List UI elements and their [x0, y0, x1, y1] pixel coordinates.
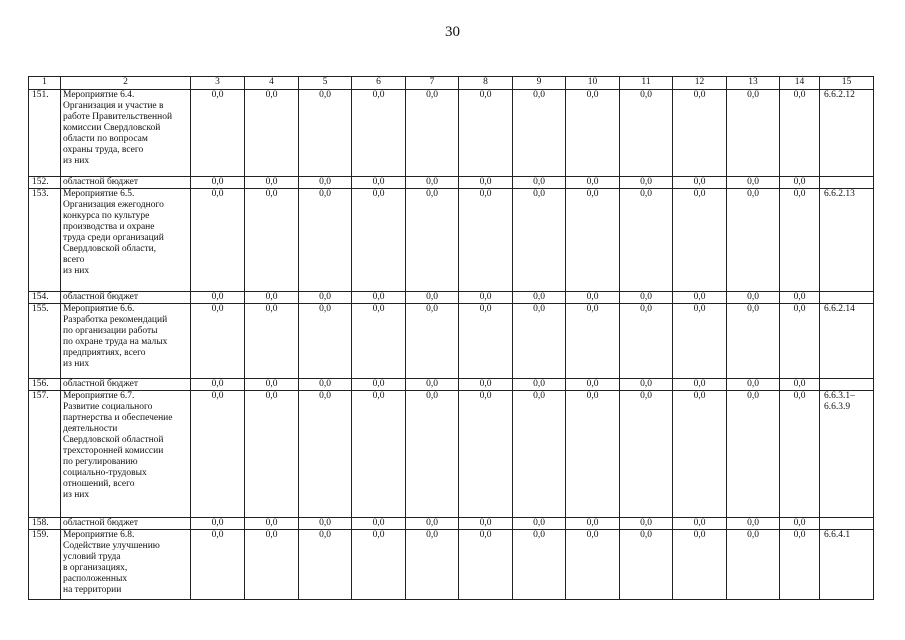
- value-cell: 0,0: [191, 90, 245, 177]
- value-cell: 0,0: [780, 518, 820, 530]
- value-cell: 0,0: [780, 177, 820, 189]
- value-cell: 0,0: [780, 292, 820, 304]
- value-cell: 0,0: [780, 530, 820, 600]
- row-description: Мероприятие 6.7. Развитие социального партнерства и обеспечение деятельности Свердловской областной трехсторонней комиссии по регулированию социально-трудовых отношений, всего из них: [61, 391, 191, 518]
- value-cell: 0,0: [513, 518, 566, 530]
- value-cell: 0,0: [245, 379, 299, 391]
- value-cell: 0,0: [673, 518, 727, 530]
- column-number-row: [29, 77, 874, 90]
- column-number: 10: [566, 77, 620, 90]
- column-number: 5: [299, 77, 352, 90]
- row-code: 6.6.2.13: [820, 189, 874, 292]
- value-cell: 0,0: [673, 177, 727, 189]
- value-cell: 0,0: [299, 391, 352, 518]
- value-cell: 0,0: [566, 189, 620, 292]
- column-number: 9: [513, 77, 566, 90]
- column-number: 14: [780, 77, 820, 90]
- value-cell: 0,0: [513, 304, 566, 379]
- value-cell: 0,0: [727, 391, 780, 518]
- row-number: 154.: [29, 292, 61, 304]
- value-cell: 0,0: [459, 379, 513, 391]
- row-number: 151.: [29, 90, 61, 177]
- value-cell: 0,0: [459, 292, 513, 304]
- column-number: 6: [352, 77, 406, 90]
- value-cell: 0,0: [727, 90, 780, 177]
- row-code: [820, 177, 874, 189]
- value-cell: 0,0: [780, 90, 820, 177]
- value-cell: 0,0: [352, 391, 406, 518]
- value-cell: 0,0: [191, 518, 245, 530]
- row-number: 159.: [29, 530, 61, 600]
- value-cell: 0,0: [406, 177, 459, 189]
- value-cell: 0,0: [406, 391, 459, 518]
- value-cell: 0,0: [673, 391, 727, 518]
- value-cell: 0,0: [673, 530, 727, 600]
- value-cell: 0,0: [245, 530, 299, 600]
- column-number: 13: [727, 77, 780, 90]
- value-cell: 0,0: [406, 90, 459, 177]
- value-cell: 0,0: [727, 189, 780, 292]
- row-description: Мероприятие 6.6. Разработка рекомендаций по организации работы по охране труда на малых предприятиях, всего из них: [61, 304, 191, 379]
- row-description: Мероприятие 6.8. Содействие улучшению условий труда в организациях, расположенных на территории: [61, 530, 191, 600]
- row-number: 158.: [29, 518, 61, 530]
- value-cell: 0,0: [299, 177, 352, 189]
- row-description: областной бюджет: [61, 379, 191, 391]
- value-cell: 0,0: [245, 90, 299, 177]
- table-row: [29, 189, 874, 292]
- value-cell: 0,0: [299, 292, 352, 304]
- row-number: 157.: [29, 391, 61, 518]
- value-cell: 0,0: [620, 304, 673, 379]
- value-cell: 0,0: [299, 189, 352, 292]
- value-cell: 0,0: [620, 530, 673, 600]
- value-cell: 0,0: [191, 177, 245, 189]
- value-cell: 0,0: [566, 518, 620, 530]
- table-row: [29, 391, 874, 518]
- table-row: [29, 379, 874, 391]
- value-cell: 0,0: [459, 530, 513, 600]
- row-code: 6.6.2.12: [820, 90, 874, 177]
- value-cell: 0,0: [513, 530, 566, 600]
- value-cell: 0,0: [727, 530, 780, 600]
- value-cell: 0,0: [245, 518, 299, 530]
- value-cell: 0,0: [352, 379, 406, 391]
- row-code: [820, 292, 874, 304]
- value-cell: 0,0: [299, 90, 352, 177]
- column-number: 1: [29, 77, 61, 90]
- table-row: [29, 177, 874, 189]
- value-cell: 0,0: [459, 391, 513, 518]
- value-cell: 0,0: [513, 90, 566, 177]
- column-number: 15: [820, 77, 874, 90]
- value-cell: 0,0: [459, 177, 513, 189]
- value-cell: 0,0: [352, 304, 406, 379]
- value-cell: 0,0: [620, 90, 673, 177]
- value-cell: 0,0: [352, 189, 406, 292]
- value-cell: 0,0: [191, 391, 245, 518]
- row-code: 6.6.3.1– 6.6.3.9: [820, 391, 874, 518]
- value-cell: 0,0: [566, 391, 620, 518]
- value-cell: 0,0: [620, 379, 673, 391]
- value-cell: 0,0: [245, 292, 299, 304]
- value-cell: 0,0: [406, 379, 459, 391]
- value-cell: 0,0: [620, 292, 673, 304]
- value-cell: 0,0: [459, 189, 513, 292]
- table-row: [29, 518, 874, 530]
- value-cell: 0,0: [191, 189, 245, 292]
- value-cell: 0,0: [620, 518, 673, 530]
- value-cell: 0,0: [299, 518, 352, 530]
- budget-table: [28, 76, 874, 600]
- value-cell: 0,0: [566, 90, 620, 177]
- table-row: [29, 304, 874, 379]
- value-cell: 0,0: [673, 379, 727, 391]
- column-number: 12: [673, 77, 727, 90]
- value-cell: 0,0: [191, 379, 245, 391]
- row-code: 6.6.4.1: [820, 530, 874, 600]
- value-cell: 0,0: [352, 177, 406, 189]
- value-cell: 0,0: [673, 304, 727, 379]
- column-number: 11: [620, 77, 673, 90]
- value-cell: 0,0: [245, 391, 299, 518]
- value-cell: 0,0: [406, 304, 459, 379]
- column-number: 7: [406, 77, 459, 90]
- column-number: 3: [191, 77, 245, 90]
- value-cell: 0,0: [406, 530, 459, 600]
- value-cell: 0,0: [620, 189, 673, 292]
- value-cell: 0,0: [513, 379, 566, 391]
- column-number: 4: [245, 77, 299, 90]
- row-number: 155.: [29, 304, 61, 379]
- value-cell: 0,0: [352, 292, 406, 304]
- value-cell: 0,0: [459, 90, 513, 177]
- table-row: [29, 292, 874, 304]
- column-number: 2: [61, 77, 191, 90]
- value-cell: 0,0: [245, 177, 299, 189]
- value-cell: 0,0: [673, 292, 727, 304]
- row-number: 153.: [29, 189, 61, 292]
- value-cell: 0,0: [459, 304, 513, 379]
- value-cell: 0,0: [513, 292, 566, 304]
- value-cell: 0,0: [727, 304, 780, 379]
- row-number: 152.: [29, 177, 61, 189]
- value-cell: 0,0: [406, 189, 459, 292]
- table-row: [29, 90, 874, 177]
- value-cell: 0,0: [299, 379, 352, 391]
- value-cell: 0,0: [673, 189, 727, 292]
- row-description: областной бюджет: [61, 292, 191, 304]
- row-code: 6.6.2.14: [820, 304, 874, 379]
- row-description: областной бюджет: [61, 518, 191, 530]
- value-cell: 0,0: [245, 189, 299, 292]
- value-cell: 0,0: [513, 391, 566, 518]
- value-cell: 0,0: [352, 530, 406, 600]
- value-cell: 0,0: [780, 379, 820, 391]
- row-code: [820, 379, 874, 391]
- value-cell: 0,0: [566, 292, 620, 304]
- value-cell: 0,0: [727, 177, 780, 189]
- row-code: [820, 518, 874, 530]
- value-cell: 0,0: [780, 189, 820, 292]
- value-cell: 0,0: [673, 90, 727, 177]
- value-cell: 0,0: [727, 518, 780, 530]
- value-cell: 0,0: [352, 90, 406, 177]
- value-cell: 0,0: [566, 177, 620, 189]
- table-row: [29, 530, 874, 600]
- value-cell: 0,0: [513, 189, 566, 292]
- row-description: Мероприятие 6.5. Организация ежегодного конкурса по культуре производства и охране труда среди организаций Свердловской области, всего из них: [61, 189, 191, 292]
- value-cell: 0,0: [191, 304, 245, 379]
- value-cell: 0,0: [513, 177, 566, 189]
- row-description: Мероприятие 6.4. Организация и участие в работе Правительственной комиссии Свердловской области по вопросам охраны труда, всего из них: [61, 90, 191, 177]
- value-cell: 0,0: [566, 379, 620, 391]
- value-cell: 0,0: [406, 292, 459, 304]
- value-cell: 0,0: [352, 518, 406, 530]
- value-cell: 0,0: [566, 530, 620, 600]
- column-number: 8: [459, 77, 513, 90]
- value-cell: 0,0: [191, 292, 245, 304]
- value-cell: 0,0: [299, 304, 352, 379]
- value-cell: 0,0: [727, 379, 780, 391]
- value-cell: 0,0: [566, 304, 620, 379]
- value-cell: 0,0: [780, 304, 820, 379]
- page-number: 30: [445, 24, 460, 40]
- row-description: областной бюджет: [61, 177, 191, 189]
- value-cell: 0,0: [299, 530, 352, 600]
- value-cell: 0,0: [620, 177, 673, 189]
- value-cell: 0,0: [459, 518, 513, 530]
- value-cell: 0,0: [245, 304, 299, 379]
- value-cell: 0,0: [620, 391, 673, 518]
- value-cell: 0,0: [191, 530, 245, 600]
- value-cell: 0,0: [727, 292, 780, 304]
- value-cell: 0,0: [780, 391, 820, 518]
- row-number: 156.: [29, 379, 61, 391]
- value-cell: 0,0: [406, 518, 459, 530]
